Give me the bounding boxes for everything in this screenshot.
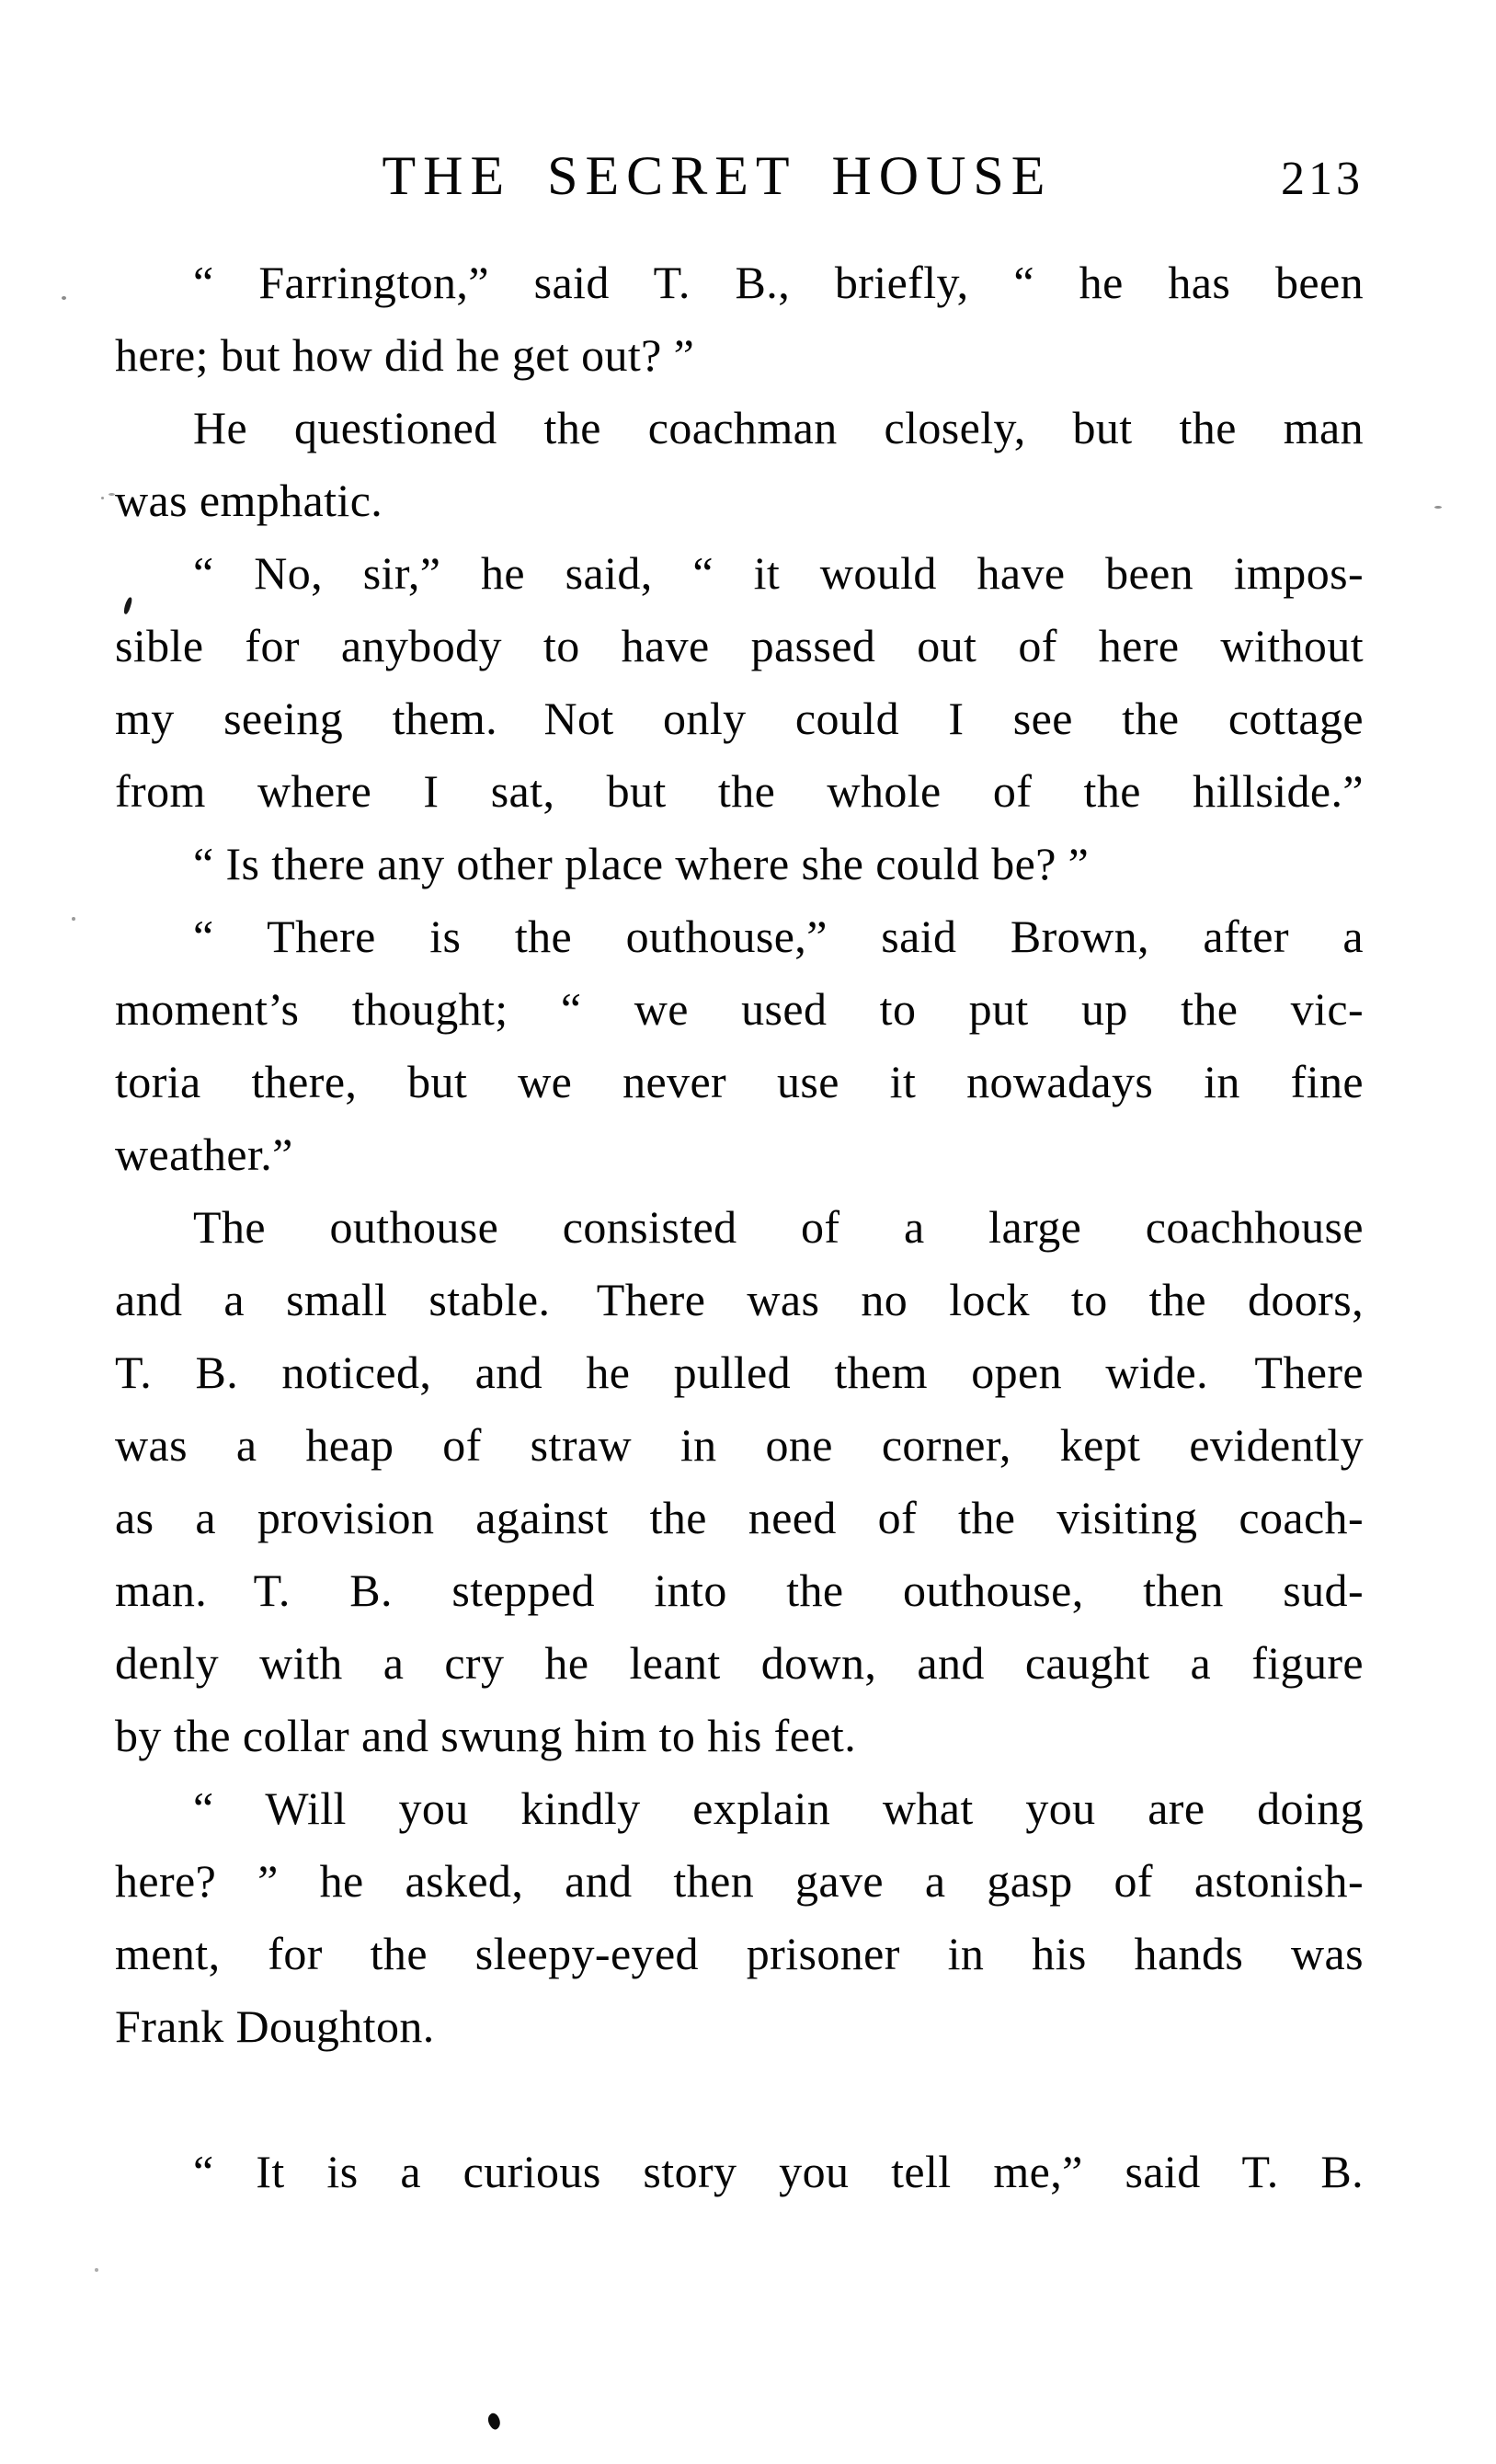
text-line: “ It is a curious story you tell me,” said T. B.: [193, 2146, 1364, 2197]
page-number: 213: [1281, 153, 1364, 205]
text-line: “ No, sir,” he said, “ it would have been impos-: [193, 547, 1364, 599]
text-line: moment’s thought; “ we used to put up the vic-: [115, 983, 1364, 1035]
ink-speck: [101, 497, 104, 499]
text-line: denly with a cry he leant down, and caught a figure: [115, 1637, 1364, 1689]
ink-speck: [72, 917, 75, 921]
text-line: my seeing them. Not only could I see the cottage: [115, 693, 1364, 744]
text-line: “ There is the outhouse,” said Brown, after a: [193, 911, 1364, 962]
text-line: “ Will you kindly explain what you are doing: [193, 1782, 1364, 1834]
text-line: as a provision against the need of the visiting coach-: [115, 1492, 1364, 1543]
text-line: and a small stable. There was no lock to the doors,: [115, 1274, 1364, 1325]
text-line: was a heap of straw in one corner, kept evidently: [115, 1419, 1364, 1471]
text-line: here; but how did he get out? ”: [115, 329, 695, 381]
text-line: He questioned the coachman closely, but the man: [193, 402, 1364, 453]
text-line: T. B. noticed, and he pulled them open wide. There: [115, 1347, 1364, 1398]
text-line: “ Is there any other place where she could be? ”: [193, 838, 1090, 889]
text-line: from where I sat, but the whole of the hillside.”: [115, 765, 1364, 817]
text-line: man. T. B. stepped into the outhouse, then sud-: [115, 1564, 1364, 1616]
ink-speck: [108, 493, 115, 496]
text-line: here? ” he asked, and then gave a gasp of astonish-: [115, 1855, 1364, 1907]
text-line: The outhouse consisted of a large coachhouse: [193, 1201, 1364, 1253]
ink-speck: [95, 2268, 98, 2272]
text-line: ment, for the sleepy-eyed prisoner in his hands was: [115, 1928, 1364, 1979]
running-header: [115, 147, 1364, 219]
text-line: sible for anybody to have passed out of here without: [115, 620, 1364, 671]
text-line: “ Farrington,” said T. B., briefly, “ he has been: [193, 257, 1364, 308]
ink-speck: [1434, 506, 1442, 509]
text-line: by the collar and swung him to his feet.: [115, 1710, 857, 1761]
ink-speck: [485, 2412, 504, 2431]
page-title: THE SECRET HOUSE: [382, 145, 1053, 206]
text-line: toria there, but we never use it nowadays in fine: [115, 1056, 1364, 1107]
ink-speck: [62, 296, 66, 300]
page-text: [115, 246, 1364, 2208]
text-line: was emphatic.: [115, 475, 383, 526]
text-line: Frank Doughton.: [115, 2000, 435, 2052]
text-line: weather.”: [115, 1129, 293, 1180]
